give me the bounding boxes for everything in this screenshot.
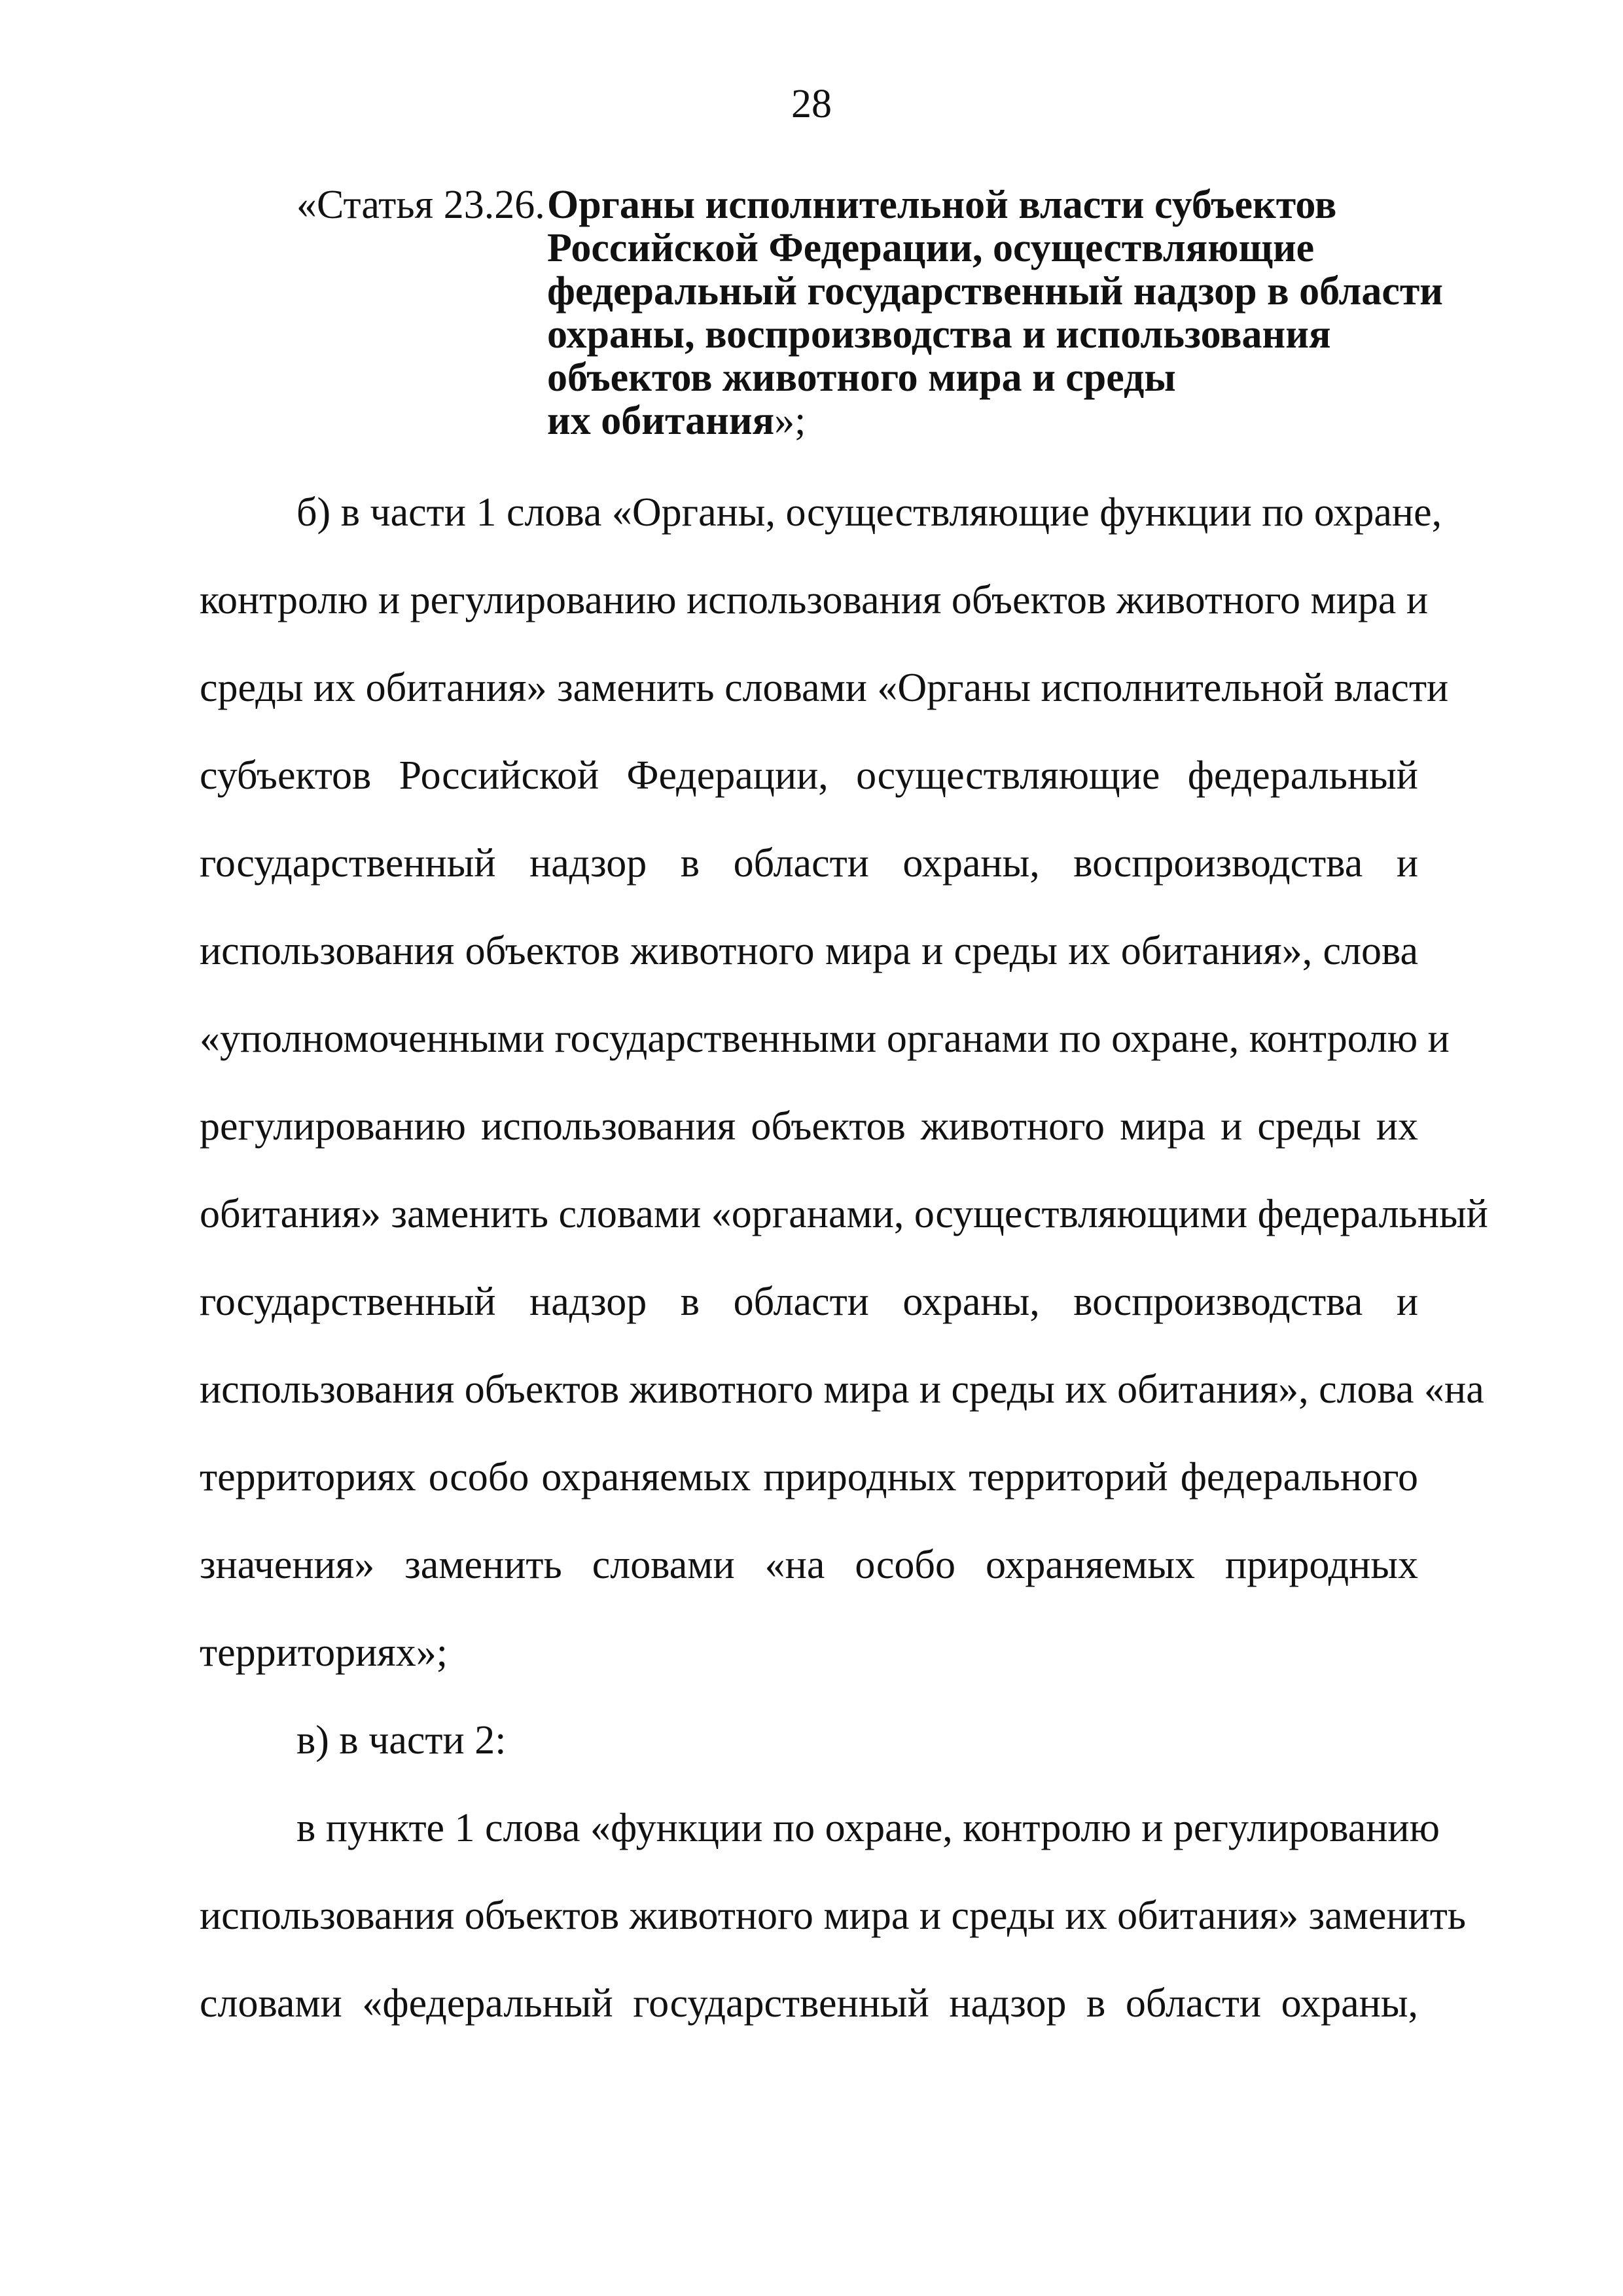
body-line: среды их обитания» заменить словами «Органы исполнительной власти (200, 666, 1449, 710)
body-line: использования объектов животного мира и среды их обитания», слова (200, 929, 1418, 973)
body-text (200, 483, 1488, 2062)
article-title-line: охраны, воспроизводства и использования (547, 312, 1331, 357)
body-line: контролю и регулированию использования объектов животного мира и (200, 578, 1429, 622)
body-line: использования объектов животного мира и среды их обитания», слова «на (200, 1367, 1484, 1412)
body-line: субъектов Российской Федерации, осуществляющие федеральный (200, 753, 1418, 798)
article-title-line: федеральный государственный надзор в области (547, 269, 1444, 314)
page-number: 28 (791, 82, 832, 126)
body-line: словами «федеральный государственный надзор в области охраны, (200, 1981, 1418, 2026)
body-line: регулированию использования объектов животного мира и среды их (200, 1104, 1418, 1149)
article-title-line: их обитания (547, 399, 775, 443)
article-title-line: Органы исполнительной власти субъектов (547, 183, 1337, 227)
body-line: территориях»; (200, 1630, 448, 1675)
article-title-line: объектов животного мира и среды (547, 355, 1176, 400)
body-line: значения» заменить словами «на особо охраняемых природных (200, 1543, 1418, 1587)
body-line: государственный надзор в области охраны, воспроизводства и (200, 1280, 1418, 1324)
body-line: в пункте 1 слова «функции по охране, контролю и регулированию (296, 1806, 1440, 1850)
article-title-line: Российской Федерации, осуществляющие (547, 226, 1315, 270)
body-line: «уполномоченными государственными органами по охране, контролю и (200, 1016, 1450, 1061)
body-line: использования объектов животного мира и среды их обитания» заменить (200, 1893, 1467, 1938)
body-line: государственный надзор в области охраны, воспроизводства и (200, 841, 1418, 886)
body-line: б) в части 1 слова «Органы, осуществляющие функции по охране, (296, 490, 1442, 535)
article-number: «Статья 23.26. (296, 183, 545, 227)
body-line: территориях особо охраняемых природных территорий федерального (200, 1455, 1418, 1499)
body-line: обитания» заменить словами «органами, осуществляющими федеральный (200, 1192, 1488, 1236)
article-heading (296, 183, 1444, 443)
article-title (547, 183, 1444, 443)
body-line: в) в части 2: (296, 1718, 507, 1763)
article-title-suffix: »; (774, 399, 806, 443)
article-title-last-line (547, 399, 1435, 442)
